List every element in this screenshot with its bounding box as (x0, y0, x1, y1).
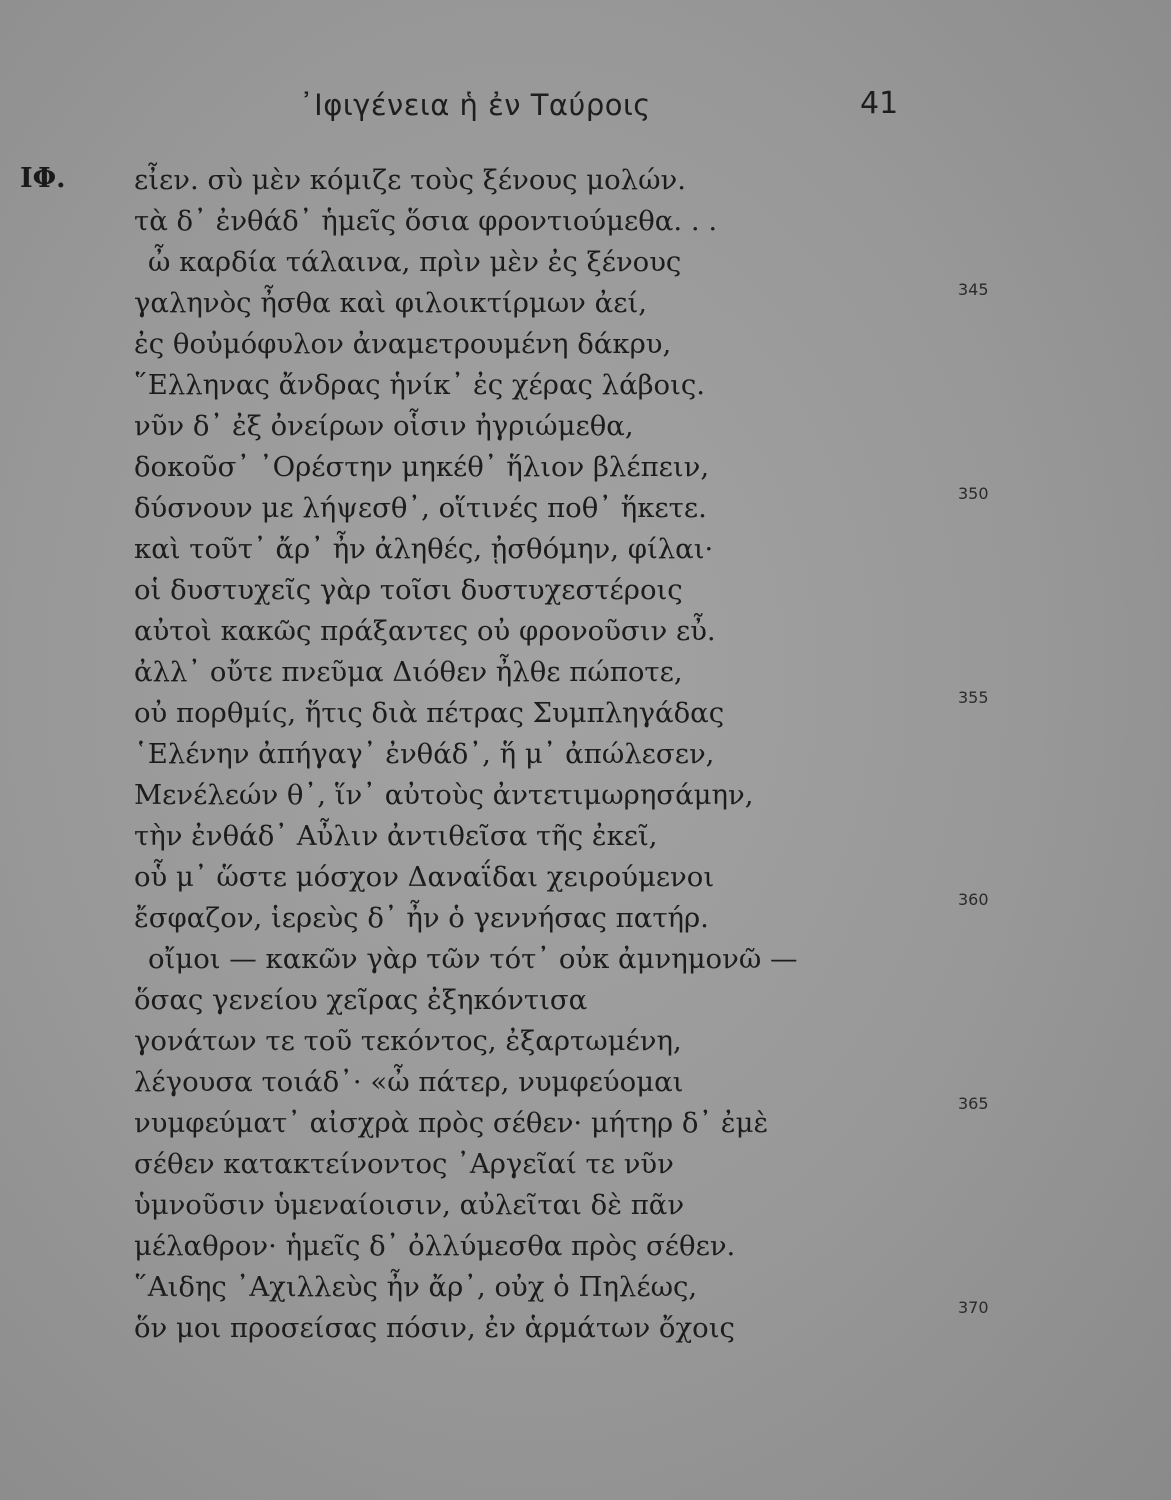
verse-line: δοκοῦσ᾿ ᾿Ορέστην μηκέθ᾿ ἥλιον βλέπειν, (134, 451, 710, 483)
line-number: 360 (958, 890, 989, 909)
line-number: 355 (958, 688, 989, 707)
verse-line: νῦν δ᾿ ἐξ ὀνείρων οἷσιν ἠγριώμεθα, (134, 410, 634, 442)
verse-line: λέγουσα τοιάδ᾿· «ὦ πάτερ, νυμφεύομαι (134, 1066, 684, 1098)
verse-line: γονάτων τε τοῦ τεκόντος, ἐξαρτωμένη, (134, 1025, 682, 1057)
verse-line: ὅσας γενείου χεῖρας ἐξηκόντισα (134, 984, 588, 1016)
verse-line: γαληνὸς ἦσθα καὶ φιλοικτίρμων ἀεί, (134, 287, 647, 319)
verse-line: οὐ πορθμίς, ἥτις διὰ πέτρας Συμπληγάδας (134, 697, 725, 729)
verse-line: ῞Αιδης ᾿Αχιλλεὺς ἦν ἄρ᾿, οὐχ ὁ Πηλέως, (134, 1271, 698, 1303)
verse-line: εἶεν. σὺ μὲν κόμιζε τοὺς ξένους μολών. (134, 164, 686, 196)
verse-line: ὅν μοι προσείσας πόσιν, ἐν ἁρμάτων ὄχοις (134, 1312, 735, 1344)
line-number: 365 (958, 1094, 989, 1113)
verse-line: ῾Ελένην ἀπήγαγ᾿ ἐνθάδ᾿, ἥ μ᾿ ἀπώλεσεν, (134, 738, 715, 770)
line-number: 350 (958, 484, 989, 503)
verse-line: οἴμοι — κακῶν γὰρ τῶν τότ᾿ οὐκ ἀμνημονῶ — (148, 943, 798, 975)
verse-line: ὑμνοῦσιν ὑμεναίοισιν, αὐλεῖται δὲ πᾶν (134, 1189, 685, 1221)
verse-line: τὰ δ᾿ ἐνθάδ᾿ ἡμεῖς ὅσια φροντιούμεθα. . . (134, 205, 718, 237)
verse-line: σέθεν κατακτείνοντος ᾿Αργεῖαί τε νῦν (134, 1148, 674, 1180)
verse-line: τὴν ἐνθάδ᾿ Αὖλιν ἀντιθεῖσα τῆς ἐκεῖ, (134, 820, 658, 852)
verse-line: μέλαθρον· ἡμεῖς δ᾿ ὀλλύμεσθα πρὸς σέθεν. (134, 1230, 736, 1262)
line-number: 370 (958, 1298, 989, 1317)
verse-line: Μενέλεών θ᾿, ἵν᾿ αὐτοὺς ἀντετιμωρησάμην, (134, 779, 754, 811)
verse-line: οἱ δυστυχεῖς γὰρ τοῖσι δυστυχεστέροις (134, 574, 683, 606)
verse-line: ἀλλ᾿ οὔτε πνεῦμα Διόθεν ἦλθε πώποτε, (134, 656, 683, 688)
verse-line: δύσνουν με λήψεσθ᾿, οἵτινές ποθ᾿ ἥκετε. (134, 492, 707, 524)
verse-line: αὐτοὶ κακῶς πράξαντες οὐ φρονοῦσιν εὖ. (134, 615, 716, 647)
verse-line: οὗ μ᾿ ὥστε μόσχον Δαναΐδαι χειρούμενοι (134, 861, 715, 893)
speaker-label: ΙΦ. (20, 163, 66, 194)
line-number: 345 (958, 280, 989, 299)
verse-line: ῞Ελληνας ἄνδρας ἡνίκ᾿ ἐς χέρας λάβοις. (134, 369, 706, 401)
running-title: ᾿Ιφιγένεια ἡ ἐν Ταύροις (299, 88, 651, 122)
verse-line: νυμφεύματ᾿ αἰσχρὰ πρὸς σέθεν· μήτηρ δ᾿ ἐμὲ (134, 1107, 769, 1139)
verse-line: καὶ τοῦτ᾿ ἄρ᾿ ἦν ἀληθές, ᾐσθόμην, φίλαι· (134, 533, 714, 565)
verse-line: ἔσφαζον, ἱερεὺς δ᾿ ἦν ὁ γεννήσας πατήρ. (134, 902, 709, 934)
page-number: 41 (860, 86, 899, 121)
verse-line: ἐς θοὐμόφυλον ἀναμετρουμένη δάκρυ, (134, 328, 672, 360)
verse-line: ὦ καρδία τάλαινα, πρὶν μὲν ἐς ξένους (148, 246, 682, 278)
